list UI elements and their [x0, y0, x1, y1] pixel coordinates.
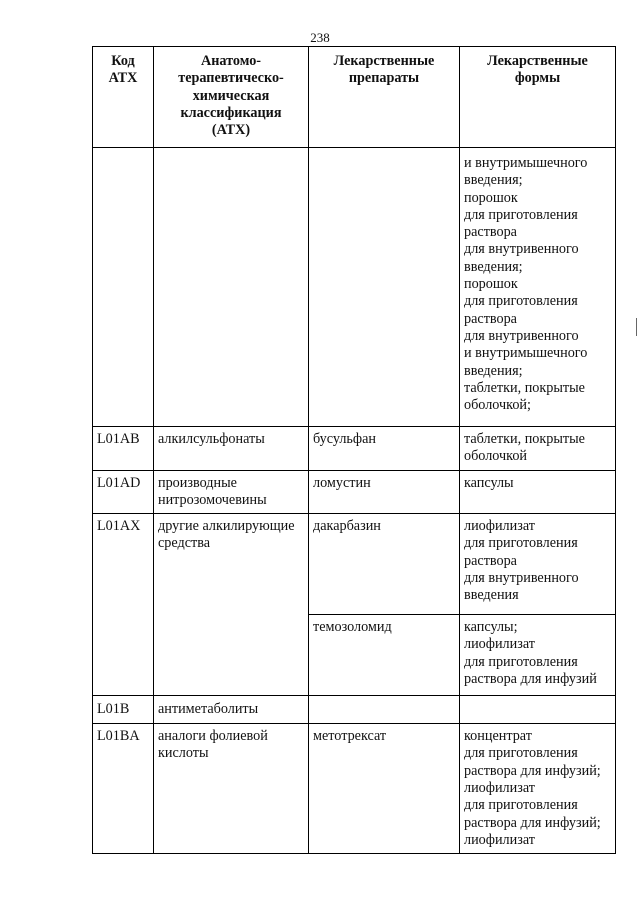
text-line: лиофилизат	[464, 636, 535, 653]
table-row	[93, 470, 616, 514]
text-line: раствора для инфузий	[464, 671, 597, 688]
cell-drug	[309, 148, 460, 427]
text-line: для приготовления	[464, 653, 578, 670]
text-line: кислоты	[158, 745, 209, 762]
text-line: лиофилизат	[464, 780, 535, 797]
cell-classification	[154, 470, 309, 514]
text-line: лиофилизат	[464, 831, 535, 848]
cell-classification	[154, 724, 309, 854]
text-line: порошок	[464, 189, 518, 206]
header-drugs	[309, 47, 460, 148]
cell-code: L01B	[93, 696, 154, 724]
text-line: раствора	[464, 224, 517, 241]
text-line: концентрат	[464, 728, 532, 745]
text-line: другие алкилирующие	[158, 518, 295, 535]
text-line: введения	[464, 587, 519, 604]
cell-drug: бусульфан	[309, 427, 460, 471]
text-line: антиметаболиты	[158, 701, 259, 718]
text-line: капсулы;	[464, 619, 518, 636]
cell-code	[93, 148, 154, 427]
text-line: для внутривенного	[464, 327, 579, 344]
table-row	[93, 514, 616, 615]
text-line: раствора для инфузий;	[464, 814, 601, 831]
text-line: раствора для инфузий;	[464, 762, 601, 779]
text-line: таблетки, покрытые	[464, 379, 585, 396]
cell-drug	[309, 696, 460, 724]
cell-classification	[154, 427, 309, 471]
text-line: и внутримышечного	[464, 345, 588, 362]
cell-forms	[460, 470, 616, 514]
cell-classification	[154, 514, 309, 696]
table-row	[93, 696, 616, 724]
cell-forms	[460, 696, 616, 724]
cell-forms	[460, 148, 616, 427]
text-line: Лекарственные	[487, 53, 588, 69]
text-line: раствора	[464, 310, 517, 327]
text-line: для приготовления	[464, 293, 578, 310]
table-row	[93, 724, 616, 854]
text-line: (АТХ)	[211, 122, 251, 139]
text-line: таблетки, покрытые	[464, 431, 585, 447]
text-line: введения;	[464, 258, 523, 275]
text-line: классификация	[180, 104, 282, 121]
text-line: для приготовления	[464, 745, 578, 762]
cell-classification	[154, 696, 309, 724]
text-line: средства	[158, 535, 211, 552]
text-line: для приготовления	[464, 535, 578, 552]
text-line: оболочкой	[464, 448, 528, 465]
text-line: аналоги фолиевой	[158, 728, 268, 745]
text-line: препараты	[348, 70, 420, 87]
table-header-row	[93, 47, 616, 148]
cell-forms	[460, 427, 616, 471]
text-line: оболочкой;	[464, 397, 531, 414]
text-line: Анатомо-	[200, 53, 262, 69]
text-line: раствора	[464, 552, 517, 569]
text-line: введения;	[464, 362, 523, 379]
text-line: Код	[111, 53, 135, 69]
page-number: 238	[310, 30, 330, 45]
scan-edge-mark	[636, 318, 637, 336]
cell-drug: дакарбазин	[309, 514, 460, 615]
atx-classification-table	[92, 46, 616, 854]
cell-drug: ломустин	[309, 470, 460, 514]
text-line: АТХ	[108, 70, 138, 87]
cell-code: L01AX	[93, 514, 154, 696]
cell-forms	[460, 724, 616, 854]
cell-classification	[154, 148, 309, 427]
cell-code: L01AD	[93, 470, 154, 514]
text-line: химическая	[192, 87, 270, 104]
cell-drug: темозоломид	[309, 615, 460, 696]
header-forms	[460, 47, 616, 148]
text-line: капсулы	[464, 474, 514, 491]
cell-code: L01BA	[93, 724, 154, 854]
text-line: введения;	[464, 172, 523, 189]
text-line: формы	[514, 70, 561, 87]
cell-code: L01AB	[93, 427, 154, 471]
cell-forms	[460, 514, 616, 615]
cell-drug: метотрексат	[309, 724, 460, 854]
text-line: для приготовления	[464, 206, 578, 223]
text-line: Лекарственные	[333, 53, 435, 69]
text-line: порошок	[464, 276, 518, 293]
header-classification	[154, 47, 309, 148]
text-line: алкилсульфонаты	[158, 431, 265, 447]
text-line: нитрозомочевины	[158, 491, 267, 508]
text-line: лиофилизат	[464, 518, 535, 535]
text-line: для внутривенного	[464, 241, 579, 258]
text-line: и внутримышечного	[464, 155, 588, 171]
text-line: для приготовления	[464, 797, 578, 814]
text-line: терапевтическо-	[178, 70, 284, 87]
cell-forms	[460, 615, 616, 696]
text-line: для внутривенного	[464, 570, 579, 587]
header-code	[93, 47, 154, 148]
text-line: производные	[158, 474, 237, 491]
table-row	[93, 427, 616, 471]
table-row	[93, 148, 616, 427]
